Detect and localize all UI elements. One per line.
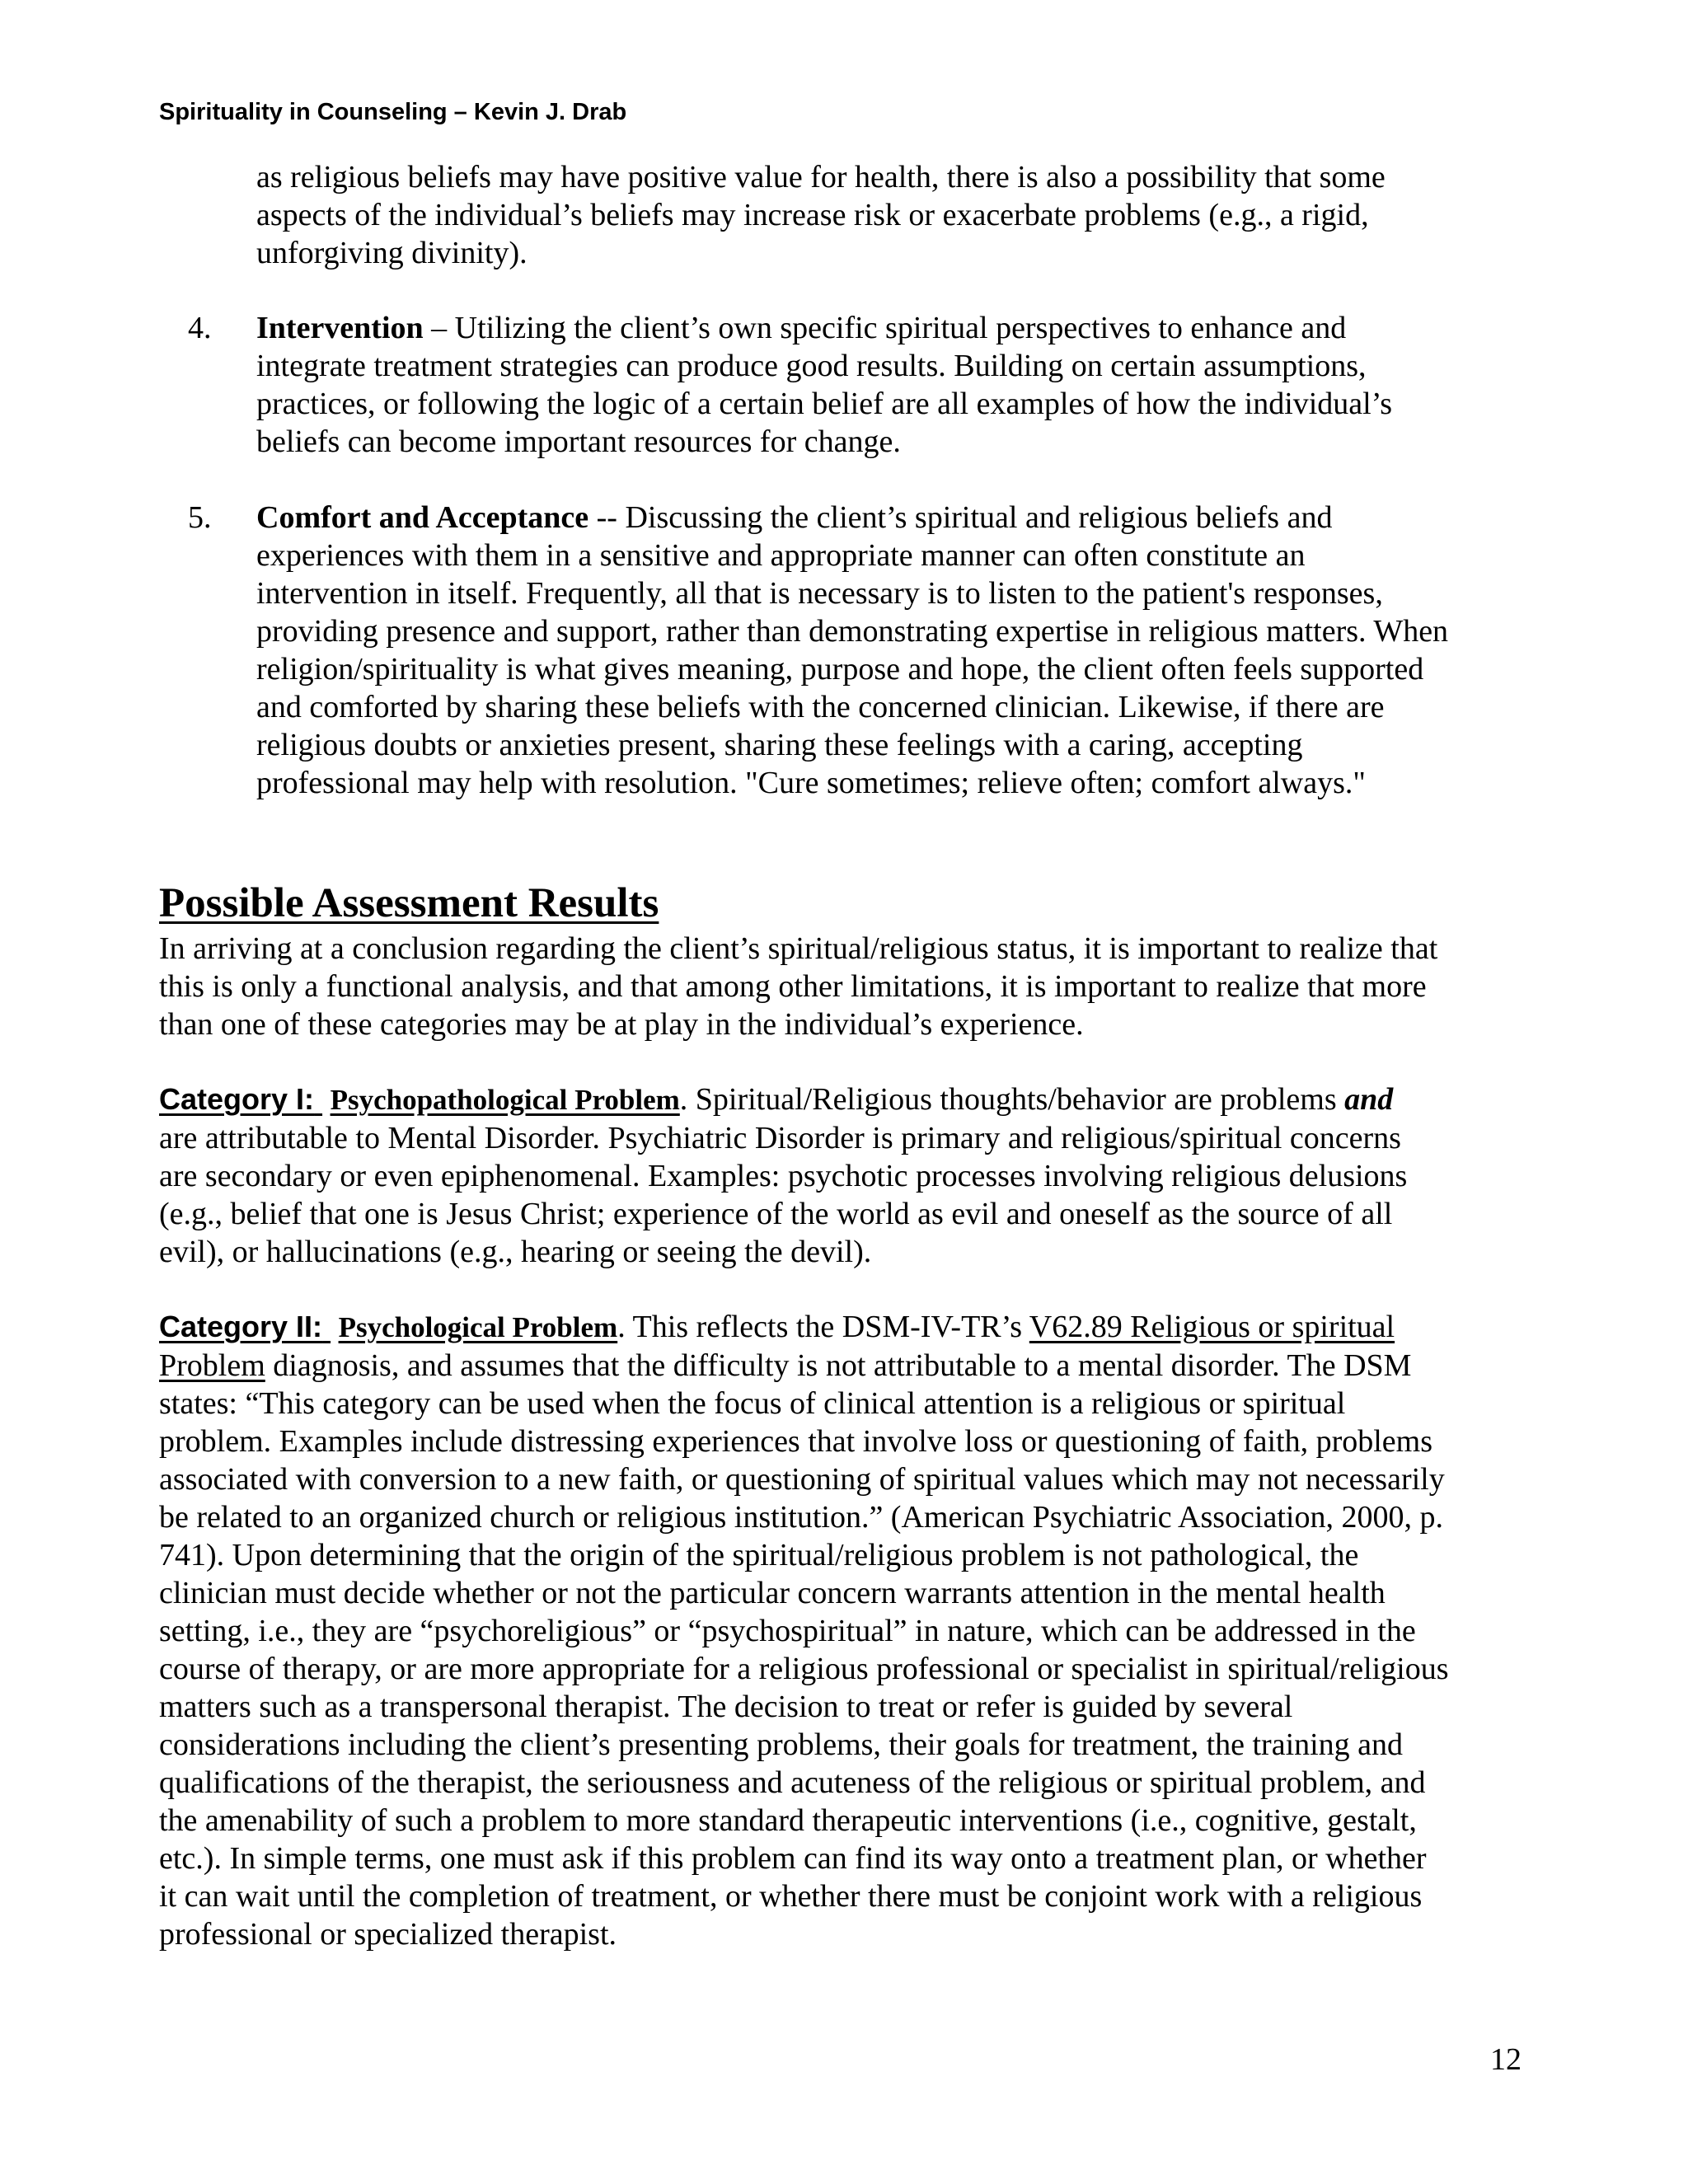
section-intro-paragraph: In arriving at a conclusion regarding the client’s spiritual/religious status, it is important to realize that this is only a functional analysis, and that among other limitations, it is important to realize that more than one of these categories may be at play in the individual’s experience. xyxy=(159,931,1438,1042)
list-number: 4. xyxy=(188,311,212,345)
category-lead: . This reflects the DSM-IV-TR’s xyxy=(617,1310,1029,1344)
page-number: 12 xyxy=(1490,2042,1522,2077)
category-psychopathological xyxy=(159,1080,1560,1271)
list-item-separator: – xyxy=(423,311,455,345)
list-number: 5. xyxy=(188,500,212,535)
category-label: Category II: xyxy=(159,1310,323,1343)
diagnosis-reference: V62.89 Religious or spiritual xyxy=(1029,1310,1395,1344)
list-item-text: Discussing the client’s spiritual and religious beliefs and experiences with them in a sensitive and appropriate manner can often constitute an intervention in itself. Frequently, all that is necessary is to listen to the patient's responses, providing presence and support, rather than demonstrating expertise in religious matters. When religion/spirituality is what gives meaning, purpose and hope, the client often feels supported and comforted by sharing these beliefs with the concerned clinician. Likewise, if there are religious doubts or anxieties present, sharing these feelings with a caring, accepting professional may help with resolution. "Cure sometimes; relieve often; comfort always." xyxy=(256,500,1449,800)
category-psychological xyxy=(159,1308,1560,1953)
list-item-title: Comfort and Acceptance xyxy=(256,500,589,535)
category-text: diagnosis, and assumes that the difficulty is not attributable to a mental disorder. The DSM states: “This category can be used when the focus of clinical attention is a religious or spiritual problem. Examples include distressing experiences that involve loss or questioning of faith, problems associated with conversion to a new faith, or questioning of spiritual values which may not necessarily be related to an organized church or religious institution.” (American Psychiatric Association, 2000, p. 741). Upon determining that the origin of the spiritual/religious problem is not pathological, the clinician must decide whether or not the particular concern warrants attention in the mental health setting, i.e., they are “psychoreligious” or “psychospiritual” in nature, which can be addressed in the course of therapy, or are more appropriate for a religious professional or specialist in spiritual/religious matters such as a transpersonal therapist. The decision to treat or refer is guided by several considerations including the client’s presenting problems, their goals for treatment, the training and qualifications of the therapist, the seriousness and acuteness of the religious or spiritual problem, and the amenability of such a problem to more standard therapeutic interventions (i.e., cognitive, gestalt, etc.). In simple terms, one must ask if this problem can find its way onto a treatment plan, or whether it can wait until the completion of treatment, or whether there must be conjoint work with a religious professional or specialized therapist. xyxy=(159,1348,1449,1952)
list-item-body xyxy=(256,309,1546,461)
running-header: Spirituality in Counseling – Kevin J. Drab xyxy=(159,99,627,125)
section-heading: Possible Assessment Results xyxy=(159,880,659,926)
category-text: are attributable to Mental Disorder. Psychiatric Disorder is primary and religious/spiritual concerns are secondary or even epiphenomenal. Examples: psychotic processes involving religious delusions (e.g., belief that one is Jesus Christ; experience of the world as evil and oneself as the source of all evil), or hallucinations (e.g., hearing or seeing the devil). xyxy=(159,1121,1408,1269)
list-item-body xyxy=(256,499,1546,802)
list-item-text: Utilizing the client’s own specific spiritual perspectives to enhance and integrate treatment strategies can produce good results. Building on certain assumptions, practices, or following the logic of a certain belief are all examples of how the individual’s beliefs can become important resources for change. xyxy=(256,311,1393,459)
category-name: Psychological Problem xyxy=(338,1311,618,1343)
list-item-title: Intervention xyxy=(256,311,424,345)
continued-paragraph: as religious beliefs may have positive value for health, there is also a possibility that some aspects of the individual’s beliefs may increase risk or exacerbate problems (e.g., a rigid, unforgiving divinity). xyxy=(256,160,1386,270)
category-emphasis: and xyxy=(1344,1082,1394,1117)
list-item-separator: -- xyxy=(588,500,626,535)
category-label: Category I: xyxy=(159,1082,315,1116)
category-lead: . Spiritual/Religious thoughts/behavior are problems xyxy=(679,1082,1345,1117)
category-name: Psychopathological Problem xyxy=(330,1084,680,1116)
diagnosis-reference-continued: Problem xyxy=(159,1348,265,1383)
category-body xyxy=(159,1308,1560,1953)
category-body xyxy=(159,1080,1560,1271)
